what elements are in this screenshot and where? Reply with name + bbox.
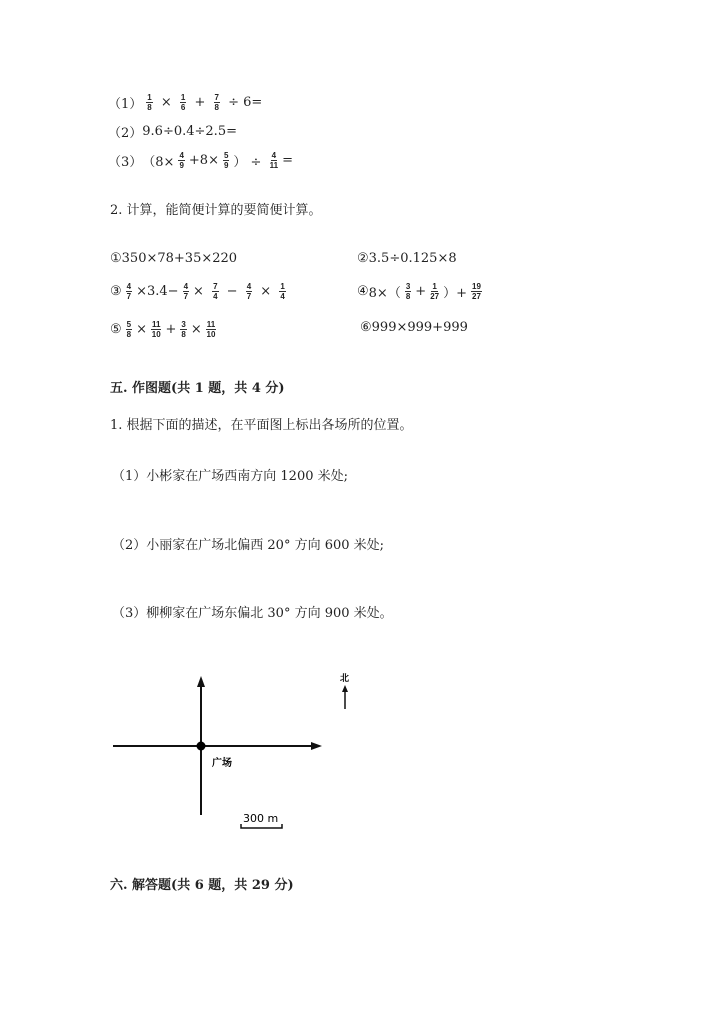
denominator: 11 [269,160,279,170]
numerator: 19 [472,281,481,291]
denominator: 8 [147,102,152,112]
item-number: ④ [357,283,369,299]
numerator: 4 [271,150,277,160]
numerator: 1 [280,281,285,291]
denominator: 27 [472,291,481,301]
expression-text: × [156,94,176,110]
expression-text: − [222,283,242,299]
numerator: 1 [147,92,152,102]
expression-text: × [136,321,148,337]
item-number: （1） [108,96,143,112]
compass-arrow-head-icon [342,685,348,692]
numerator: 4 [246,281,252,291]
denominator: 7 [183,291,189,301]
expression-text: 8×（ [368,285,401,301]
numerator: 7 [213,281,218,291]
denominator: 8 [126,329,132,339]
expression-text: + [190,94,210,110]
numerator: 4 [183,281,189,291]
numerator: 11 [152,319,161,329]
expression-text: 350×78+35×220 [121,250,238,266]
denominator: 6 [180,102,186,112]
expression-text: = [282,152,293,168]
denominator: 8 [181,329,186,339]
expression-text: 3.5÷0.125×8 [368,250,457,266]
item-number: ② [357,250,369,266]
item-number: ⑤ [110,321,122,337]
denominator: 9 [179,160,184,170]
numerator: 3 [405,281,411,291]
expression-text: × [190,321,202,337]
east-arrow-icon [311,742,322,750]
expression-text: × [256,283,276,299]
expression-text: + [415,283,427,299]
expression-text: + [165,321,177,337]
numerator: 5 [126,319,132,329]
denominator: 4 [280,291,285,301]
section-6-heading: 六. 解答题(共 6 题，共 29 分) [110,877,294,893]
denominator: 4 [213,291,218,301]
numerator: 7 [214,92,219,102]
denominator: 10 [206,329,216,339]
denominator: 7 [246,291,252,301]
item-number: ⑥ [360,319,372,335]
numerator: 1 [432,281,437,291]
denominator: 27 [430,291,440,301]
numerator: 5 [223,150,229,160]
drawing-item-3: （3）柳柳家在广场东偏北 30° 方向 900 米处。 [112,605,393,621]
drawing-item-1: （1）小彬家在广场西南方向 1200 米处; [112,468,348,484]
denominator: 9 [223,160,229,170]
item-number: （3） [108,154,143,170]
square-label: 广场 [212,758,232,769]
drawing-question: 1. 根据下面的描述，在平面图上标出各场所的位置。 [110,417,413,433]
expression-text: ×3.4− [136,283,179,299]
expression-text: 999×999+999 [371,319,468,335]
question-2-title: 2. 计算，能简便计算的要简便计算。 [110,202,322,218]
denominator: 7 [126,291,132,301]
expression-text: +8× [188,152,219,168]
drawing-item-2: （2）小丽家在广场北偏西 20° 方向 600 米处; [112,537,385,553]
expression-text: （8× [142,154,175,170]
numerator: 3 [181,319,186,329]
numerator: 4 [179,150,184,160]
north-label: 北 [340,674,350,684]
item-number: （2） [108,125,143,141]
expression-text: ÷ 6= [223,94,263,110]
denominator: 8 [405,291,411,301]
expression-text: × [193,283,209,299]
denominator: 10 [151,329,161,339]
expression-text: ） ÷ [233,154,266,170]
item-number: ① [110,250,122,266]
denominator: 8 [214,102,219,112]
north-arrow-head-icon [197,676,205,687]
item-number: ③ [110,283,122,299]
section-5-heading: 五. 作图题(共 1 题，共 4 分) [110,380,285,396]
expression-text: 9.6÷0.4÷2.5= [142,123,237,139]
numerator: 11 [206,319,216,329]
square-point [197,742,206,751]
scale-label: 300 m [243,812,279,825]
numerator: 4 [126,281,132,291]
expression-text: ）+ [443,285,467,301]
numerator: 1 [180,92,186,102]
